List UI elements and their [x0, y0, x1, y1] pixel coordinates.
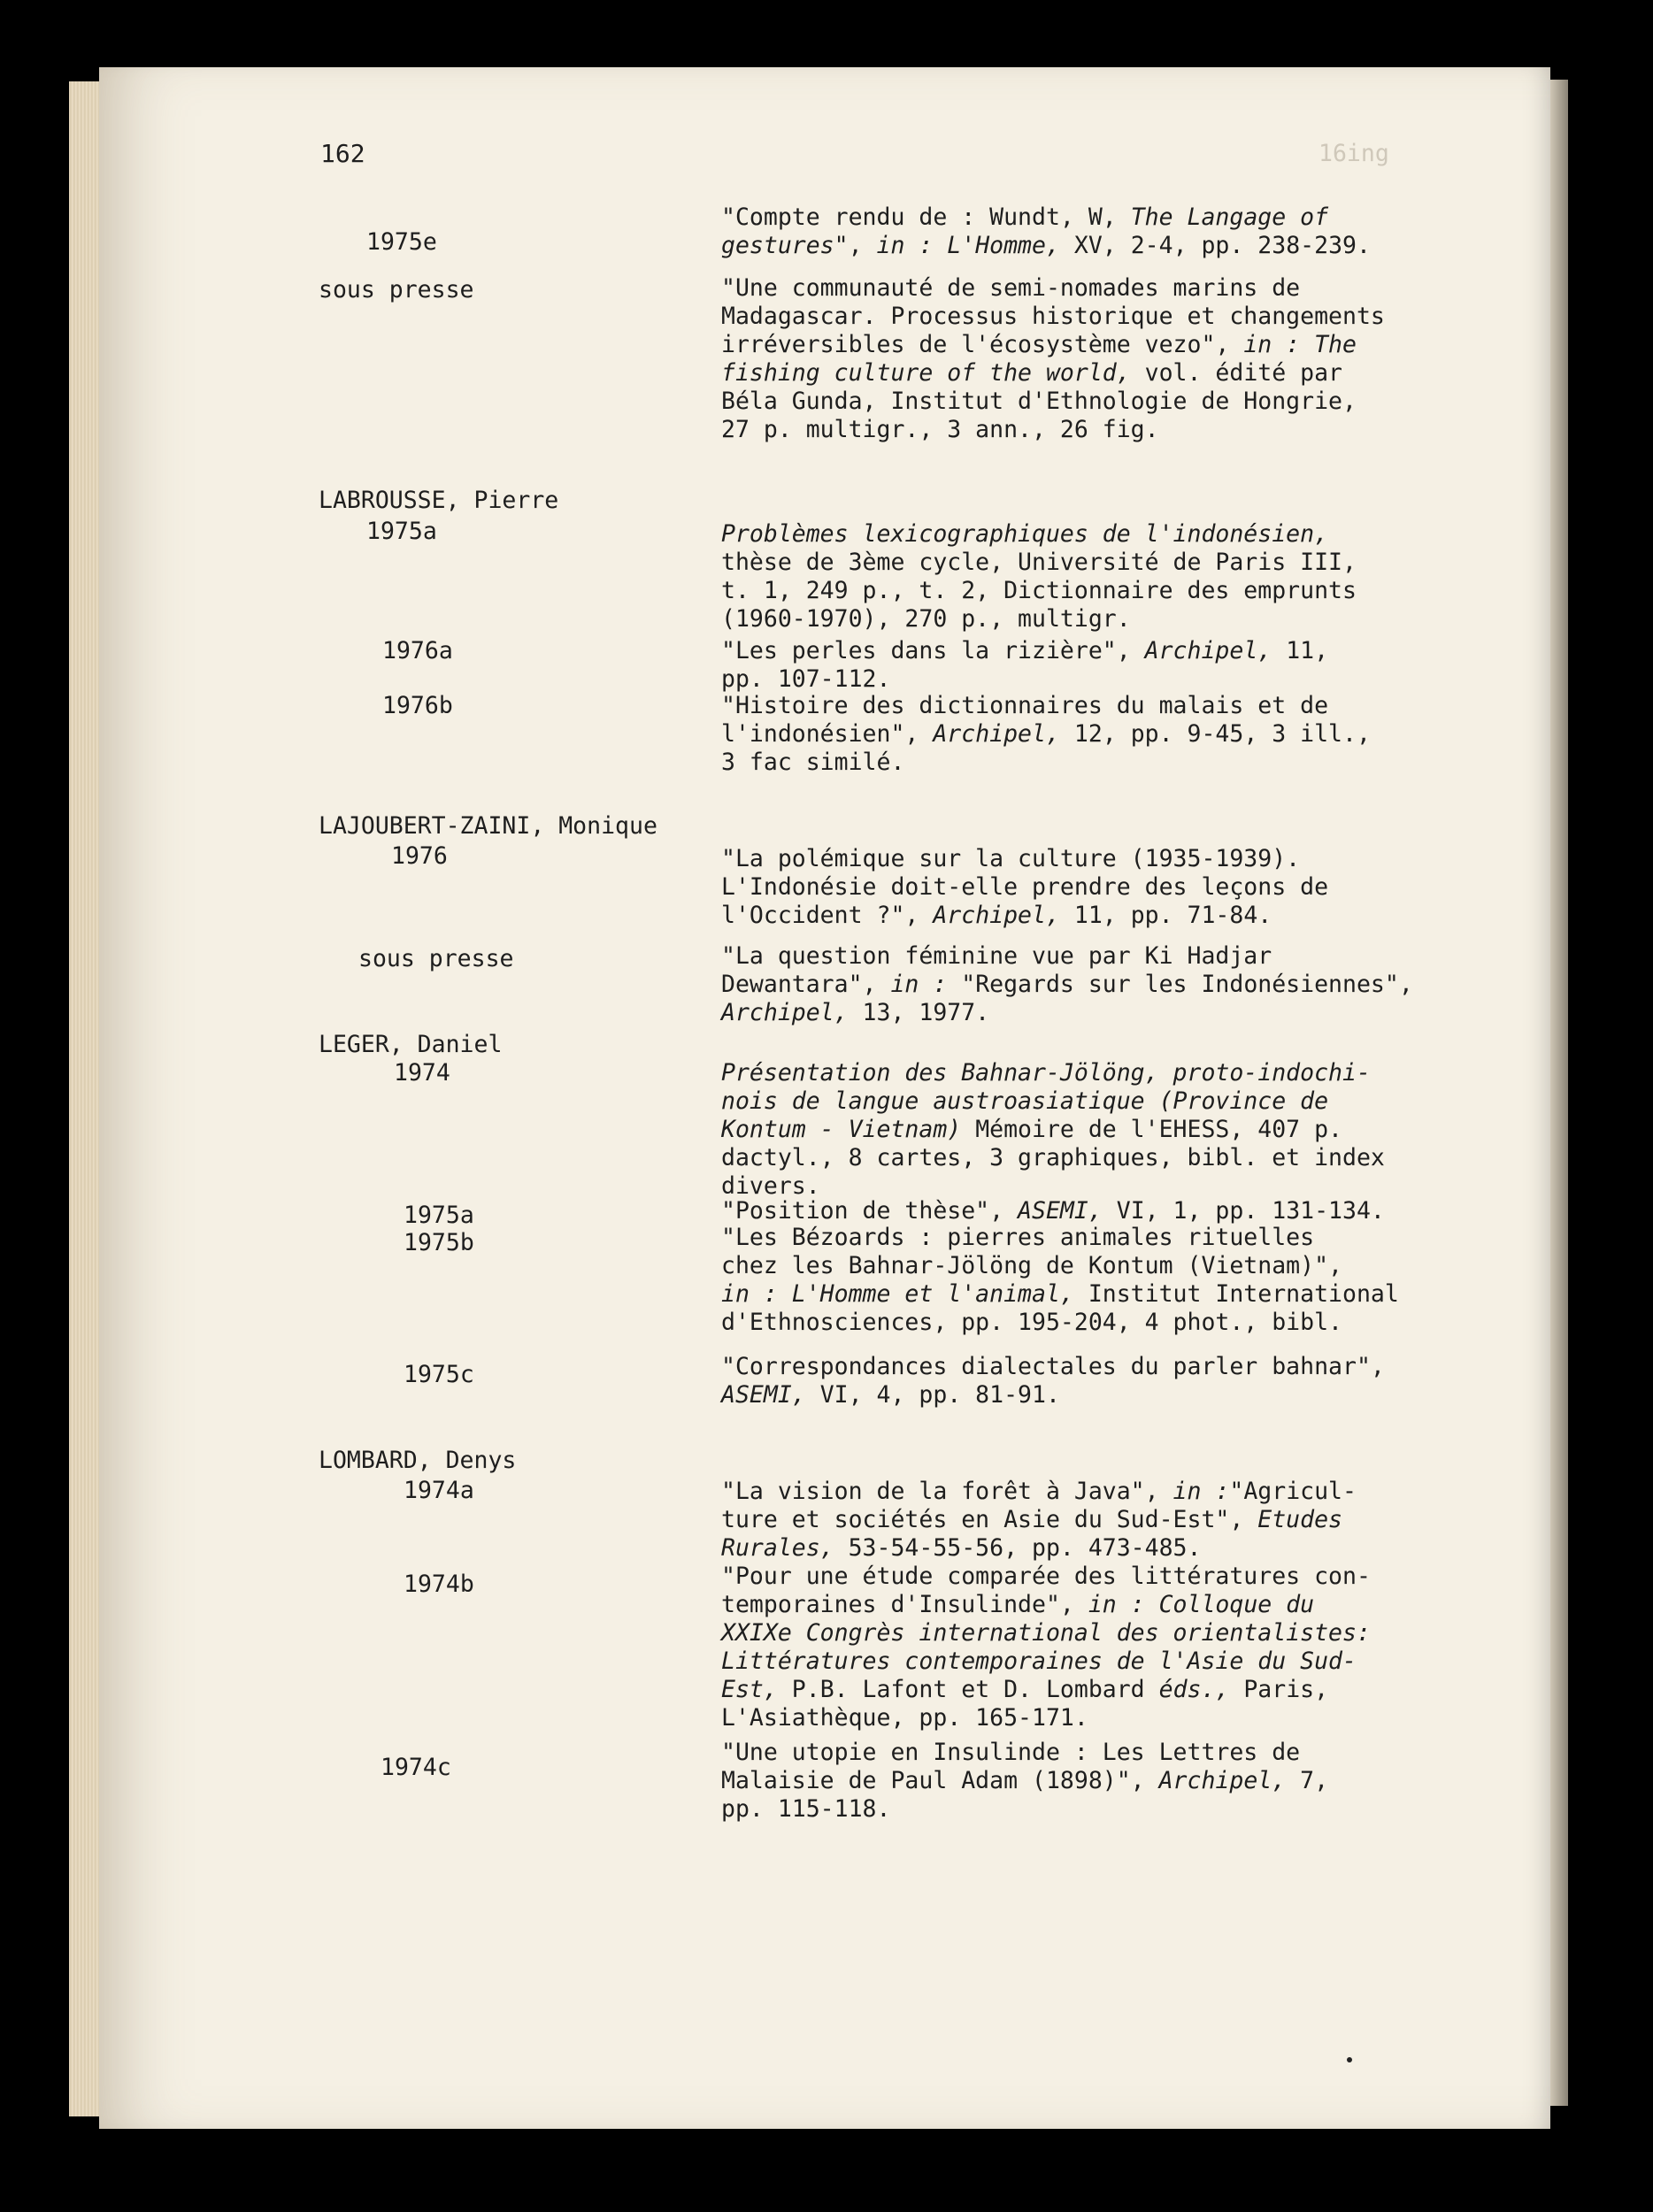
stray-mark: [1347, 2057, 1352, 2062]
citation-line: [721, 1381, 1060, 1409]
citation-line: [721, 1280, 1399, 1309]
citation-segment: t. 1, 249 p., t. 2, Dictionnaire des emprunts: [721, 577, 1357, 604]
citation-segment: chez les Bahnar-Jölöng de Kontum (Vietnam)",: [721, 1252, 1342, 1279]
citation-segment: Mémoire de l'EHESS, 407 p.: [961, 1116, 1343, 1143]
citation-line: [721, 416, 1159, 444]
citation-italic-segment: Archipel,: [933, 720, 1060, 748]
citation-line: [721, 331, 1357, 359]
entry-year-label: 1976a: [382, 637, 453, 664]
citation-line: [721, 1506, 1342, 1534]
citation-segment: "Les Bézoards : pierres animales rituelles: [721, 1224, 1315, 1251]
citation-italic-segment: Problèmes lexicographiques de l'indonésien,: [721, 520, 1329, 548]
citation-segment: Dewantara",: [721, 971, 891, 998]
entry-year-label: 1974b: [404, 1571, 474, 1598]
citation-segment: XV, 2-4, pp. 238-239.: [1059, 232, 1371, 259]
citation-segment: 13, 1977.: [848, 999, 990, 1026]
citation-italic-segment: The Langage of: [1130, 204, 1329, 231]
citation-line: [721, 605, 1131, 634]
citation-line: [721, 873, 1328, 902]
citation-segment: 27 p. multigr., 3 ann., 26 fig.: [721, 416, 1159, 443]
citation-italic-segment: Rurales,: [721, 1534, 834, 1562]
citation-segment: "Agricul-: [1229, 1478, 1357, 1505]
citation-line: [721, 1704, 1088, 1732]
citation-segment: thèse de 3ème cycle, Université de Paris III,: [721, 549, 1357, 576]
citation-segment: "La question féminine vue par Ki Hadjar: [721, 942, 1272, 970]
citation-segment: d'Ethnosciences, pp. 195-204, 4 phot., bibl.: [721, 1309, 1342, 1336]
citation-line: [721, 1059, 1371, 1087]
citation-segment: "Une utopie en Insulinde : Les Lettres de: [721, 1739, 1301, 1766]
citation-italic-segment: Archipel,: [1144, 637, 1272, 664]
page-number: 162: [320, 139, 365, 168]
citation-segment: P.B. Lafont et D. Lombard: [777, 1676, 1159, 1703]
entry-year-label: 1976b: [382, 692, 453, 719]
citation-line: [721, 637, 1328, 665]
citation-segment: Madagascar. Processus historique et changements: [721, 303, 1385, 330]
entry-year-label: 1974c: [381, 1754, 451, 1781]
citation-segment: pp. 107-112.: [721, 665, 891, 693]
citation-segment: "Pour une étude comparée des littératures con-: [721, 1563, 1371, 1590]
citation-line: [721, 720, 1371, 749]
citation-line: [721, 1676, 1328, 1704]
entry-year-label: sous presse: [358, 945, 514, 972]
entry-year-label: 1975a: [366, 518, 437, 545]
citation-segment: Malaisie de Paul Adam (1898)",: [721, 1767, 1159, 1794]
citation-line: [721, 999, 989, 1027]
citation-segment: ",: [834, 232, 877, 259]
entry-year-label: sous presse: [319, 276, 474, 303]
author-name: LAJOUBERT-ZAINI, Monique: [319, 812, 657, 840]
citation-line: [721, 1534, 1201, 1563]
citation-segment: "Position de thèse",: [721, 1197, 1019, 1225]
citation-segment: Béla Gunda, Institut d'Ethnologie de Hongrie,: [721, 388, 1357, 415]
citation-italic-segment: ASEMI,: [1018, 1197, 1103, 1225]
citation-italic-segment: Littératures contemporaines de l'Asie du Sud-: [721, 1647, 1357, 1675]
citation-segment: vol. édité par: [1130, 359, 1343, 387]
citation-italic-segment: fishing culture of the world,: [721, 359, 1131, 387]
citation-segment: "Une communauté de semi-nomades marins de: [721, 274, 1301, 302]
citation-segment: pp. 115-118.: [721, 1795, 891, 1823]
citation-line: [721, 1353, 1385, 1381]
citation-line: [721, 520, 1328, 549]
citation-segment: 11, pp. 71-84.: [1059, 902, 1272, 929]
citation-italic-segment: ASEMI,: [721, 1381, 806, 1409]
citation-line: [721, 388, 1357, 416]
entry-year-label: 1976: [391, 842, 448, 870]
entry-year-label: 1975a: [404, 1202, 474, 1229]
citation-segment: 3 fac similé.: [721, 749, 905, 776]
entry-year-label: 1975e: [366, 228, 437, 256]
citation-line: [721, 1591, 1314, 1619]
citation-segment: 12, pp. 9-45, 3 ill.,: [1059, 720, 1371, 748]
citation-line: [721, 1224, 1314, 1252]
citation-segment: Paris,: [1229, 1676, 1329, 1703]
citation-line: [721, 971, 1413, 999]
citation-line: [721, 1197, 1385, 1225]
citation-segment: VI, 4, pp. 81-91.: [805, 1381, 1060, 1409]
citation-line: [721, 692, 1328, 720]
citation-line: [721, 359, 1342, 388]
citation-italic-segment: Archipel,: [933, 902, 1060, 929]
citation-segment: 7,: [1286, 1767, 1329, 1794]
citation-segment: (1960-1970), 270 p., multigr.: [721, 605, 1131, 633]
citation-line: [721, 665, 890, 694]
citation-italic-segment: Kontum - Vietnam): [721, 1116, 962, 1143]
author-name: LEGER, Daniel: [319, 1031, 503, 1058]
citation-line: [721, 1087, 1328, 1116]
page-gutter-shadow: [1550, 80, 1568, 2106]
citation-italic-segment: Archipel,: [721, 999, 849, 1026]
citation-italic-segment: in :: [1172, 1478, 1230, 1505]
citation-italic-segment: Archipel,: [1158, 1767, 1287, 1794]
citation-segment: L'Indonésie doit-elle prendre des leçons de: [721, 873, 1329, 901]
citation-line: [721, 1739, 1300, 1767]
citation-line: [721, 1116, 1342, 1144]
citation-line: [721, 902, 1272, 930]
citation-line: [721, 942, 1272, 971]
citation-line: [721, 749, 904, 777]
citation-line: [721, 1252, 1342, 1280]
citation-italic-segment: Est,: [721, 1676, 778, 1703]
entry-year-label: 1975b: [404, 1229, 474, 1256]
citation-line: [721, 1309, 1342, 1337]
citation-segment: irréversibles de l'écosystème vezo",: [721, 331, 1244, 358]
citation-line: [721, 1647, 1357, 1676]
citation-line: [721, 1619, 1371, 1647]
citation-segment: temporaines d'Insulinde",: [721, 1591, 1088, 1618]
citation-segment: l'Occident ?",: [721, 902, 934, 929]
citation-segment: "Les perles dans la rizière",: [721, 637, 1145, 664]
citation-line: [721, 303, 1385, 331]
citation-line: [721, 1795, 890, 1824]
citation-segment: VI, 1, pp. 131-134.: [1102, 1197, 1385, 1225]
citation-segment: L'Asiathèque, pp. 165-171.: [721, 1704, 1088, 1732]
citation-italic-segment: in : Colloque du: [1088, 1591, 1315, 1618]
citation-line: [721, 549, 1357, 577]
citation-line: [721, 1563, 1371, 1591]
bleed-through-text: 16ing: [1319, 140, 1389, 167]
citation-line: [721, 1478, 1357, 1506]
citation-italic-segment: nois de langue austroasiatique (Province de: [721, 1087, 1329, 1115]
citation-segment: 11,: [1272, 637, 1329, 664]
entry-year-label: 1975c: [404, 1361, 474, 1388]
citation-segment: l'indonésien",: [721, 720, 934, 748]
citation-line: [721, 204, 1328, 232]
citation-segment: dactyl., 8 cartes, 3 graphiques, bibl. et index: [721, 1144, 1385, 1171]
citation-segment: "Regards sur les Indonésiennes",: [947, 971, 1413, 998]
citation-italic-segment: XXIXe Congrès international des orientalistes:: [721, 1619, 1371, 1647]
citation-segment: Institut International: [1073, 1280, 1399, 1308]
citation-italic-segment: gestures: [721, 232, 834, 259]
author-name: LOMBARD, Denys: [319, 1447, 517, 1474]
citation-segment: "La polémique sur la culture (1935-1939).: [721, 845, 1301, 872]
citation-italic-segment: Présentation des Bahnar-Jölöng, proto-indochi-: [721, 1059, 1371, 1087]
citation-segment: "Compte rendu de : Wundt, W,: [721, 204, 1131, 231]
citation-line: [721, 232, 1371, 260]
entry-year-label: 1974: [394, 1059, 450, 1087]
citation-italic-segment: in : L'Homme et l'animal,: [721, 1280, 1074, 1308]
citation-segment: "Histoire des dictionnaires du malais et de: [721, 692, 1329, 719]
citation-line: [721, 845, 1300, 873]
citation-line: [721, 274, 1300, 303]
entry-year-label: 1974a: [404, 1477, 474, 1504]
citation-line: [721, 577, 1357, 605]
citation-italic-segment: éds.,: [1158, 1676, 1230, 1703]
author-name: LABROUSSE, Pierre: [319, 487, 559, 514]
citation-segment: ture et sociétés en Asie du Sud-Est",: [721, 1506, 1258, 1533]
citation-segment: 53-54-55-56, pp. 473-485.: [834, 1534, 1202, 1562]
citation-italic-segment: in :: [890, 971, 948, 998]
citation-segment: divers.: [721, 1172, 820, 1200]
citation-italic-segment: in : The: [1243, 331, 1357, 358]
citation-line: [721, 1767, 1328, 1795]
citation-segment: "La vision de la forêt à Java",: [721, 1478, 1173, 1505]
citation-line: [721, 1144, 1385, 1172]
citation-italic-segment: Etudes: [1257, 1506, 1342, 1533]
citation-italic-segment: in : L'Homme,: [876, 232, 1060, 259]
citation-segment: "Correspondances dialectales du parler bahnar",: [721, 1353, 1385, 1380]
